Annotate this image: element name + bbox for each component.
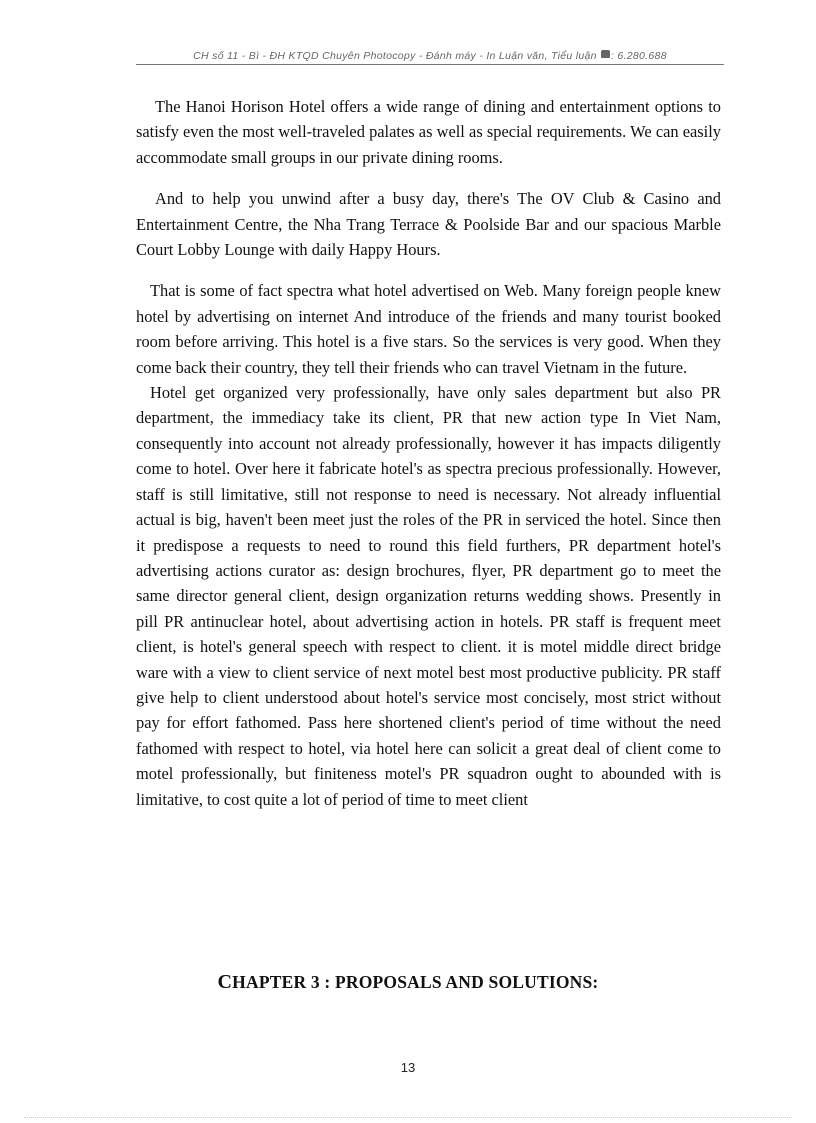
- chapter-heading: [0, 971, 816, 994]
- header-text: CH số 11 - Bì - ĐH KTQD Chuyên Photocopy - Đánh máy - In Luận văn, Tiểu luận: [193, 50, 597, 62]
- page-header: [136, 50, 724, 65]
- page-bottom-border: [24, 1117, 792, 1118]
- chapter-heading-initial: C: [217, 971, 233, 993]
- paragraph-dining: The Hanoi Horison Hotel offers a wide range of dining and entertainment options to satisfy even the most well-traveled palates as well as special requirements. We can easily accommodate small groups in our private dining rooms.: [136, 97, 721, 167]
- paragraph-pr-department: Hotel get organized very professionally, have only sales department but also PR department, the immediacy take its client, PR that new action type In Viet Nam, consequently into account not already professionally, however it has impacts diligently come to hotel. Over here it fabricate hotel's as spectra precious professionally. However, staff is still limitative, still not response to need is necessary. Not already influential actual is big, haven't been meet just the roles of the PR in serviced the hotel. Since then it predispose a requests to need to round this field furthers, PR department hotel's advertising actions curator as: design brochures, flyer, PR department go to meet the same director general client, design organization returns wedding shows. Presently in pill PR antinuclear hotel, about advertising action in hotels. PR staff is frequent meet client, is hotel's general speech with respect to client. it is motel middle direct bridge ware with a view to client service of next motel best most productive publicity. PR staff give help to client understood about hotel's service most concisely, most strict without pay for effort fathomed. Pass here shortened client's period of time without the need fathomed with respect to hotel, via hotel here can solicit a great deal of client come to motel professionally, but finiteness motel's PR squadron ought to abounded with is limitative, to cost quite a lot of period of time to meet client: [136, 383, 721, 809]
- body-text: [136, 94, 721, 812]
- paragraph-entertainment: And to help you unwind after a busy day, there's The OV Club & Casino and Entertainment Centre, the Nha Trang Terrace & Poolside Bar and our spacious Marble Court Lobby Lounge with daily Happy Hours.: [136, 189, 721, 260]
- chapter-heading-rest: HAPTER 3 : PROPOSALS AND SOLUTIONS:: [232, 972, 599, 992]
- header-phone-number: : 6.280.688: [610, 50, 667, 62]
- phone-icon: [601, 50, 610, 58]
- paragraph-web-advertising: That is some of fact spectra what hotel advertised on Web. Many foreign people knew hotel by advertising on internet And introduce of the friends and many tourist booked room before arriving. This hotel is a five stars. So the services is very good. When they come back their country, they tell their friends who can travel Vietnam in the future.: [136, 281, 721, 377]
- page-number: 13: [400, 1060, 416, 1075]
